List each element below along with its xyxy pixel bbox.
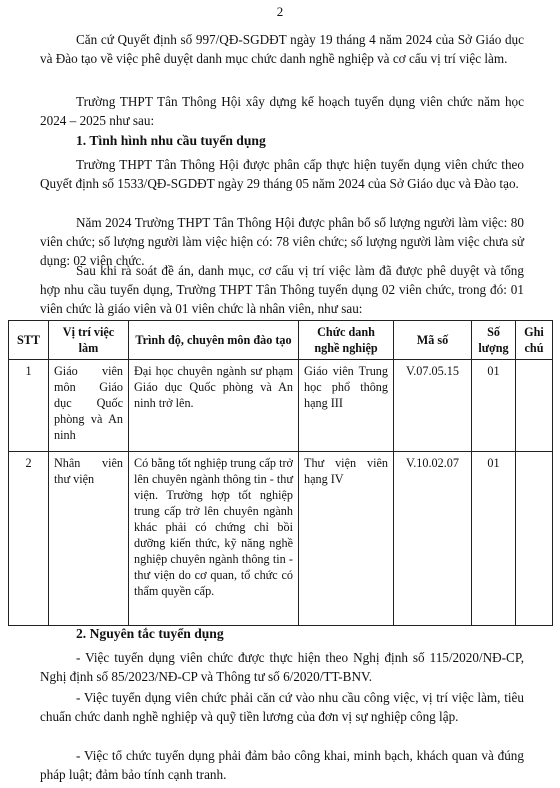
heading-section-1: 1. Tình hình nhu cầu tuyển dụng <box>76 133 266 148</box>
table-row <box>9 360 553 452</box>
cell-note <box>516 452 553 626</box>
cell-quantity: 01 <box>472 360 516 452</box>
cell-quantity: 01 <box>472 452 516 626</box>
cell-title: Giáo viên Trung học phổ thông hạng III <box>299 360 394 452</box>
cell-position: Nhân viên thư viện <box>49 452 129 626</box>
paragraph-plan-intro: Trường THPT Tân Thông Hội xây dựng kế hoạch tuyển dụng viên chức năm học 2024 – 2025 như sau: <box>40 94 524 128</box>
paragraph-staff-allocation: Năm 2024 Trường THPT Tân Thông Hội được phân bổ số lượng người làm việc: 80 viên chức; số lượng người làm việc hiện có: 78 viên chức; số lượng người làm việc chưa sử dụng: 02 viên chức. <box>40 215 524 268</box>
header-position: Vị trí việc làm <box>49 321 129 360</box>
header-note: Ghi chú <box>516 321 553 360</box>
page-number: 2 <box>276 4 284 19</box>
cell-note <box>516 360 553 452</box>
header-stt: STT <box>9 321 49 360</box>
paragraph-basis-requirements: - Việc tuyển dụng viên chức phải căn cứ vào nhu cầu công việc, vị trí việc làm, tiêu chuẩn chức danh nghề nghiệp và quỹ tiền lương của đơn vị sự nghiệp công lập. <box>40 690 524 724</box>
heading-section-2: 2. Nguyên tắc tuyển dụng <box>76 626 224 641</box>
paragraph-legal-basis: Căn cứ Quyết định số 997/QĐ-SGDĐT ngày 19 tháng 4 năm 2024 của Sở Giáo dục và Đào tạo về việc phê duyệt danh mục chức danh nghề nghiệp và cơ cấu vị trí việc làm. <box>40 32 524 66</box>
paragraph-transparency: - Việc tổ chức tuyển dụng phải đảm bảo công khai, minh bạch, khách quan và đúng pháp luật; đảm bảo tính cạnh tranh. <box>40 748 524 782</box>
paragraph-decentralization: Trường THPT Tân Thông Hội được phân cấp thực hiện tuyển dụng viên chức theo Quyết định số 1533/QĐ-SGDĐT ngày 29 tháng 05 năm 2024 của Sở Giáo dục và Đào tạo. <box>40 157 524 191</box>
cell-title: Thư viện viên hạng IV <box>299 452 394 626</box>
cell-qualification: Có bằng tốt nghiệp trung cấp trở lên chuyên ngành thông tin - thư viện. Trường hợp tốt nghiệp trung cấp trở lên chuyên ngành khác phải có chứng chỉ bồi dưỡng kiến thức, kỹ năng nghề nghiệp chuyên ngành thông tin - thư viện do cơ quan, tổ chức có thẩm quyền cấp. <box>129 452 299 626</box>
table-header-row <box>9 321 553 360</box>
cell-position: Giáo viên môn Giáo dục Quốc phòng và An ninh <box>49 360 129 452</box>
cell-code: V.10.02.07 <box>394 452 472 626</box>
paragraph-recruitment-need: Sau khi rà soát đề án, danh mục, cơ cấu vị trí việc làm đã được phê duyệt và tổng hợp nhu cầu tuyển dụng, Trường THPT Tân Thông tuyển dụng 02 viên chức, trong đó: 01 viên chức là giáo viên và 01 viên chức là nhân viên, như sau: <box>40 263 524 316</box>
cell-stt: 2 <box>9 452 49 626</box>
cell-code: V.07.05.15 <box>394 360 472 452</box>
header-title: Chức danh nghề nghiệp <box>299 321 394 360</box>
header-code: Mã số <box>394 321 472 360</box>
table-row <box>9 452 553 626</box>
header-quantity: Số lượng <box>472 321 516 360</box>
cell-qualification: Đại học chuyên ngành sư phạm Giáo dục Quốc phòng và An ninh trở lên. <box>129 360 299 452</box>
cell-stt: 1 <box>9 360 49 452</box>
paragraph-legal-framework: - Việc tuyển dụng viên chức được thực hiện theo Nghị định số 115/2020/NĐ-CP, Nghị định số 85/2023/NĐ-CP và Thông tư số 6/2020/TT-BNV. <box>40 650 524 684</box>
recruitment-table <box>8 320 553 626</box>
header-qualification: Trình độ, chuyên môn đào tạo <box>129 321 299 360</box>
